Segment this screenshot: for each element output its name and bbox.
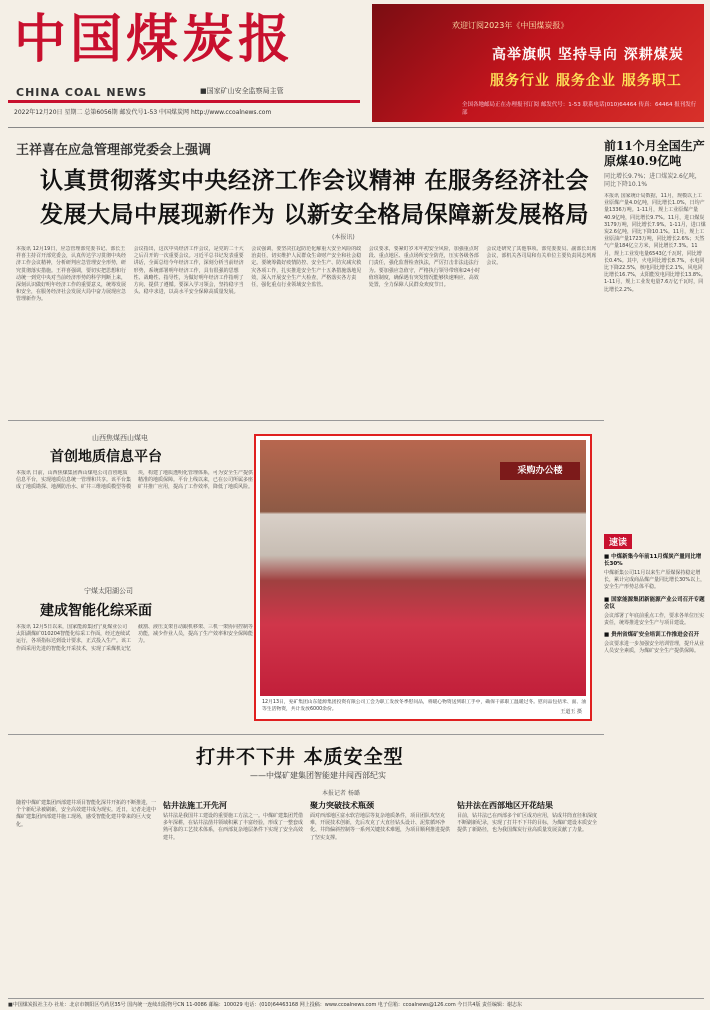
feature-subline: ——中煤矿建集团智能建井闯西部纪实 bbox=[250, 771, 386, 780]
feature-headline[interactable]: 打井不下井 本质安全型 bbox=[196, 746, 404, 768]
story2-headline[interactable]: 首创地质信息平台 bbox=[50, 449, 162, 465]
sidebar-subline: 同比增长9.7%；进口煤炭2.6亿吨，同比下降10.1% bbox=[604, 173, 701, 188]
divider bbox=[8, 420, 604, 421]
sidebar-headline[interactable]: 前11个月全国生产原煤40.9亿吨 bbox=[604, 139, 705, 168]
issue-line: 2022年12月20日 星期二 总第6056期 邮发代号1-53 中国煤炭网 http://www.ccoalnews.com bbox=[14, 109, 272, 116]
rail-item-headline[interactable]: ■ 中煤新集今年前11月煤炭产量同比增长30% bbox=[604, 554, 702, 567]
sponsor-line: ■国家矿山安全监察局主管 bbox=[200, 87, 284, 95]
newspaper-logo: 中国煤炭报 bbox=[14, 9, 295, 70]
divider bbox=[8, 734, 604, 735]
lead-headline-1[interactable]: 认真贯彻落实中央经济工作会议精神 在服务经济社会 bbox=[40, 167, 590, 194]
rail-item-headline[interactable]: ■ 国家能源集团新能源产业公司召开专题会议 bbox=[604, 596, 705, 610]
quick-read-tag: 速读 bbox=[604, 534, 632, 549]
feature-paragraph: 随着中煤矿建集团西部建井项目智能化深井开拓的不断推进，一个个新纪录被刷新，安全高效建井成为现实。近日，记者走进中煤矿建集团西部建井施工现场，感受智能化建井带来的巨大变化。 bbox=[16, 800, 157, 828]
rail-item-headline[interactable]: ■ 贵州省煤矿安全培训工作推进会召开 bbox=[604, 632, 700, 639]
lead-body bbox=[16, 246, 598, 416]
story2-body: 本报讯 日前，山西焦煤集团西山煤电公司首创地质信息平台，实现地质信息统一管理和共享。该平台集成了地质勘探、地测防治水、矿井三维地质模型等模块，构建了地质透明化管理体系，可为安全生产提供精准的地质保障。平台上线以来，已在公司所属多座矿井推广应用，提高了工作效率，降低了地质风险。 bbox=[16, 470, 254, 491]
lead-paragraph: 会议强调，要坚决扛起防范化解重大安全风险的政治责任，切实维护人民群众生命财产安全和社会稳定。要统筹做好疫情防控、安全生产、防灾减灾救灾各项工作，扎实推进安全生产十五条措施落地见效，深入开展安全生产大检查，严格落实各方责任，强化重点行业领域安全监管。 bbox=[251, 246, 362, 289]
english-name: CHINA COAL NEWS bbox=[16, 86, 148, 99]
sidebar-news bbox=[604, 139, 706, 551]
rail-item-text: 会议要求进一步加强安全培训管理，提升从业人员安全素质，为煤矿安全生产提供保障。 bbox=[604, 641, 705, 655]
feature-paragraph: 钻井法是我国井工建设的重要施工方法之一。中煤矿建集团凭借多年深耕，在钻井法凿井领域积累了丰富经验，形成了一整套成熟可靠的工艺技术体系，在西部复杂地层条件下实现了安全高效建井。 bbox=[163, 813, 304, 841]
lead-byline: (本报讯) bbox=[332, 234, 355, 241]
masthead-divider bbox=[8, 100, 360, 103]
story2-kicker: 山西焦煤西山煤电 bbox=[92, 434, 148, 442]
sidebar-body: 本报讯 国家统计局数据，11月，规模以上工业原煤产量4.0亿吨，同比增长1.0%，日均产量1336万吨。1-11月，规上工业原煤产量40.9亿吨，同比增长9.7%。11月，进口煤炭3179万吨，同比增长7.9%。1-11月，进口煤炭2.6亿吨，同比下降10.1%。11月，规上工业原油产量1723万吨，同比增长2.6%；天然气产量184亿立方米，同比增长7.3%。11月，规上工业发电量6543亿千瓦时，同比增长0.4%。其中，火电同比增长8.7%，水电同比下降22.5%，核电同比增长2.1%，风电同比增长16.7%，太阳能发电同比增长13.8%。1-11月，规上工业发电量7.6万亿千瓦时，同比增长2.2%。 bbox=[604, 193, 706, 293]
feature-column bbox=[163, 798, 304, 994]
feature-body bbox=[16, 798, 598, 994]
feature-paragraph: 面对西部地区富水软岩地层等复杂地质条件，项目团队攻坚克难，开展技术创新，先后攻克了大直径钻头设计、泥浆循环净化、井筒偏斜控制等一系列关键技术难题，为项目顺利推进提供了坚实支撑。 bbox=[310, 813, 451, 841]
story3-kicker: 宁煤太阳湖公司 bbox=[84, 587, 133, 595]
story3-headline[interactable]: 建成智能化综采面 bbox=[40, 603, 152, 619]
lead-paragraph: 会议还研究了其他事项。部党委委员、副部长出席会议，部机关各司局和有关单位主要负责同志列席会议。 bbox=[486, 246, 597, 267]
feature-subhead: 钻井法施工开先河 bbox=[163, 801, 227, 810]
feature-column bbox=[457, 798, 598, 994]
feature-paragraph: 目前，钻井法已在西部多个矿区成功应用，钻成井筒直径和深度不断刷新纪录，实现了打井不下井的目标，为煤矿建设本质安全提供了新路径，也为我国煤炭行业高质量发展贡献了力量。 bbox=[457, 813, 598, 834]
photo-credit: 王道玉 摄 bbox=[560, 709, 582, 715]
ad-title: 欢迎订阅2023年《中国煤炭报》 bbox=[452, 21, 569, 30]
lead-paragraph: 本报讯 12月19日，应急管理部党委书记、部长王祥喜主持召开部党委会，认真传达学习贯彻中央经济工作会议精神，分析研判应急管理安全形势，研究贯彻落实措施。王祥喜强调，要切实把思想和行动统一到党中央对当前经济形势的科学判断上来，深刻认识做好明年经济工作的重要意义，统筹发展和安全，在服务经济社会发展大局中奋力展现应急管理新作为。 bbox=[16, 246, 127, 303]
feature-byline: 本报记者 杨璐 bbox=[322, 790, 360, 797]
ad-slogan-2: 服务行业 服务企业 服务职工 bbox=[490, 73, 682, 89]
news-photo[interactable] bbox=[260, 440, 586, 696]
news-photo-box bbox=[254, 434, 592, 721]
lead-headline-2[interactable]: 发展大局中展现新作为 以新安全格局保障新发展格局 bbox=[40, 201, 590, 228]
feature-subhead: 聚力突破技术瓶颈 bbox=[310, 801, 374, 810]
ad-contact: 全国各地邮局正在办理报刊订阅 邮发代号：1-53 联系电话(010)64464 传真：64464 报刊发行部 bbox=[462, 102, 697, 116]
ad-slogan-1: 高举旗帜 坚持导向 深耕煤炭 bbox=[492, 47, 684, 63]
quick-read-rail bbox=[604, 530, 706, 655]
subscription-ad[interactable] bbox=[372, 4, 704, 122]
feature-column bbox=[310, 798, 451, 994]
photo-building-sign: 采购办公楼 bbox=[500, 462, 580, 480]
photo-caption: 12月13日，兖矿集团山东能源集团投资有限公司工会为职工发放冬季慰问品，将暖心物资送到职工手中，确保干部职工温暖过冬。慰问品包括米、面、油等生活物资，共计发放6000余份。 bbox=[262, 700, 587, 712]
lead-kicker: 王祥喜在应急管理部党委会上强调 bbox=[16, 143, 212, 158]
story3-body: 本报讯 12月5日以来，国家能源集团宁夏煤业公司太阳湖煤矿010204智能化综采工作面，经过连续试运行，各项指标达到设计要求，正式投入生产。该工作面采用先进的智能化开采技术，实现了采煤机记忆截割、液压支架自动跟机移架、三机一架协同控制等功能，减少作业人员，提高了生产效率和安全保障能力。 bbox=[16, 624, 254, 652]
lead-paragraph: 会议指出，这次中央经济工作会议，是党的二十大之后召开的一次重要会议。习近平总书记发表重要讲话，全面总结今年经济工作，深刻分析当前经济形势，系统部署明年经济工作，具有很强的思想性、战略性、指导性，为做好明年经济工作指明了方向、提供了遵循。要深入学习领会，坚持稳字当头、稳中求进，以高水平安全保障高质量发展。 bbox=[133, 246, 244, 296]
rail-item-text: 会议部署了年底前重点工作，要求各单位压实责任，统筹推进安全生产与项目建设。 bbox=[604, 612, 705, 626]
divider bbox=[8, 127, 704, 128]
rail-item-text: 中煤新集公司11月以来生产原煤保持稳定增长，累计完成商品煤产量同比增长30%以上，安全生产形势总体平稳。 bbox=[604, 570, 706, 591]
feature-subhead: 钻井法在西部地区开花结果 bbox=[457, 801, 553, 810]
page-footer: ■中国煤炭报社主办 社址：北京市朝阳区芍药居35号 国内统一连续出版物号CN 11-0086 邮编：100029 电话：(010)64463168 网上投稿：www.ccoalnews.com 电子信箱：ccoalnews@126.com 今日共4版 责任编辑：谢志东 bbox=[8, 998, 704, 1008]
feature-column bbox=[16, 798, 157, 994]
lead-paragraph: 会议要求，要紧盯岁末年初安全风险，加强重点时段、重点地区、重点场所安全防范，压实各级各部门责任，强化监督检查执法，严厉打击非法违法行为。要加强应急值守，严格执行领导带班和24小时值班制度，确保遇有突发情况能够快速响应、高效处置，全力保障人民群众欢度节日。 bbox=[368, 246, 481, 289]
